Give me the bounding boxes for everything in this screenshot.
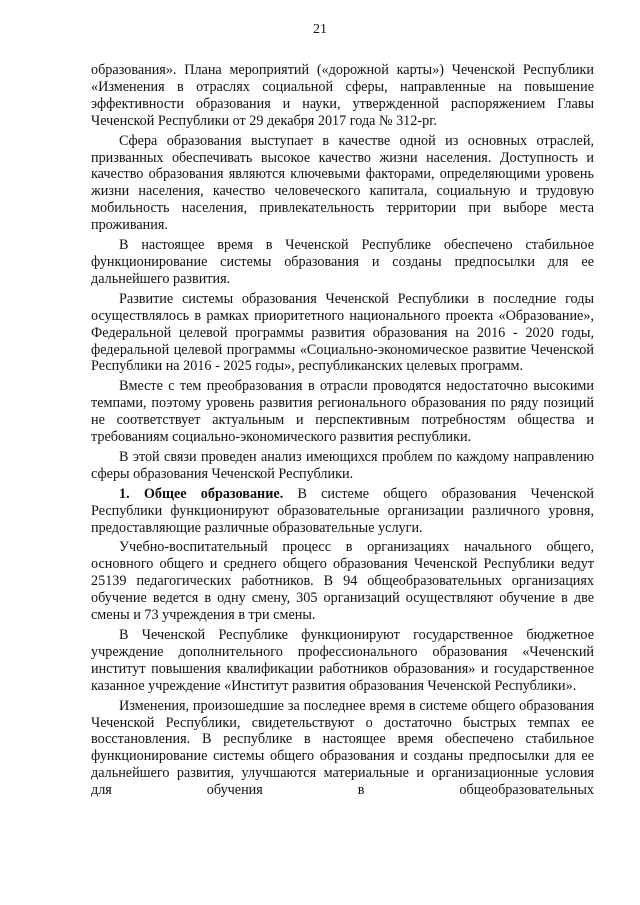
paragraph-1: образования». Плана мероприятий («дорожной карты») Чеченской Республики «Изменения в отраслях социальной сферы, направленные на повышение эффективности образования и науки, утвержденной распоряжением Главы Чеченской Республики от 29 декабря 2017 года № 312-рг. <box>91 62 594 129</box>
paragraph-2: Сфера образования выступает в качестве одной из основных отраслей, призванных обеспечивать высокое качество жизни населения. Доступность и качество образования являются ключевыми факторами, определяющими уровень жизни населения, качество человеческого капитала, социальную и трудовую мобильность населения, привлекательность территории при выборе места проживания. <box>91 132 594 234</box>
paragraph-8: Учебно-воспитательный процесс в организациях начального общего, основного общего и среднего общего образования Чеченской Республики ведут 25139 педагогических работников. В 94 общеобразовательных организациях обучение ведется в одну смену, 305 организаций осуществляют обучение в две смены и 73 учреждения в три смены. <box>91 539 594 624</box>
paragraph-9: В Чеченской Республике функционируют государственное бюджетное учреждение дополнительного профессионального образования «Чеченский институт повышения квалификации работников образования» и государственное казанное учреждение «Институт развития образования Чеченской Республики». <box>91 627 594 694</box>
paragraph-4: Развитие системы образования Чеченской Республики в последние годы осуществлялось в рамках приоритетного национального проекта «Образование», Федеральной целевой программы развития образования на 2016 - 2020 годы, федеральной целевой программы «Социально-экономическое развитие Чеченской Республики на 2016 - 2025 годы», республиканских целевых программ. <box>91 290 594 375</box>
paragraph-6: В этой связи проведен анализ имеющихся проблем по каждому направлению сферы образования Чеченской Республики. <box>91 448 594 482</box>
paragraph-3: В настоящее время в Чеченской Республике обеспечено стабильное функционирование системы образования и созданы предпосылки для ее дальнейшего развития. <box>91 237 594 287</box>
document-body <box>91 62 594 799</box>
paragraph-7-text: В системе общего образования Чеченской Республики функционируют образовательные организации различного уровня, предоставляющие различные образовательные услуги. <box>91 485 594 536</box>
paragraph-10: Изменения, произошедшие за последнее время в системе общего образования Чеченской Республики, свидетельствуют о достаточно быстрых темпах ее восстановления. В республике в настоящее время обеспечено стабильное функционирование системы общего образования и созданы предпосылки для ее дальнейшего развития, улучшаются материальные и организационные условия для обучения в общеобразовательных <box>91 697 594 799</box>
section-heading: 1. Общее образование. <box>119 485 284 502</box>
page-number: 21 <box>313 22 327 37</box>
paragraph-7 <box>91 486 594 537</box>
paragraph-5: Вместе с тем преобразования в отрасли проводятся недостаточно высокими темпами, поэтому уровень развития регионального образования по ряду позиций не соответствует актуальным и перспективным потребностям общества и требованиям социально-экономического развития республики. <box>91 378 594 446</box>
